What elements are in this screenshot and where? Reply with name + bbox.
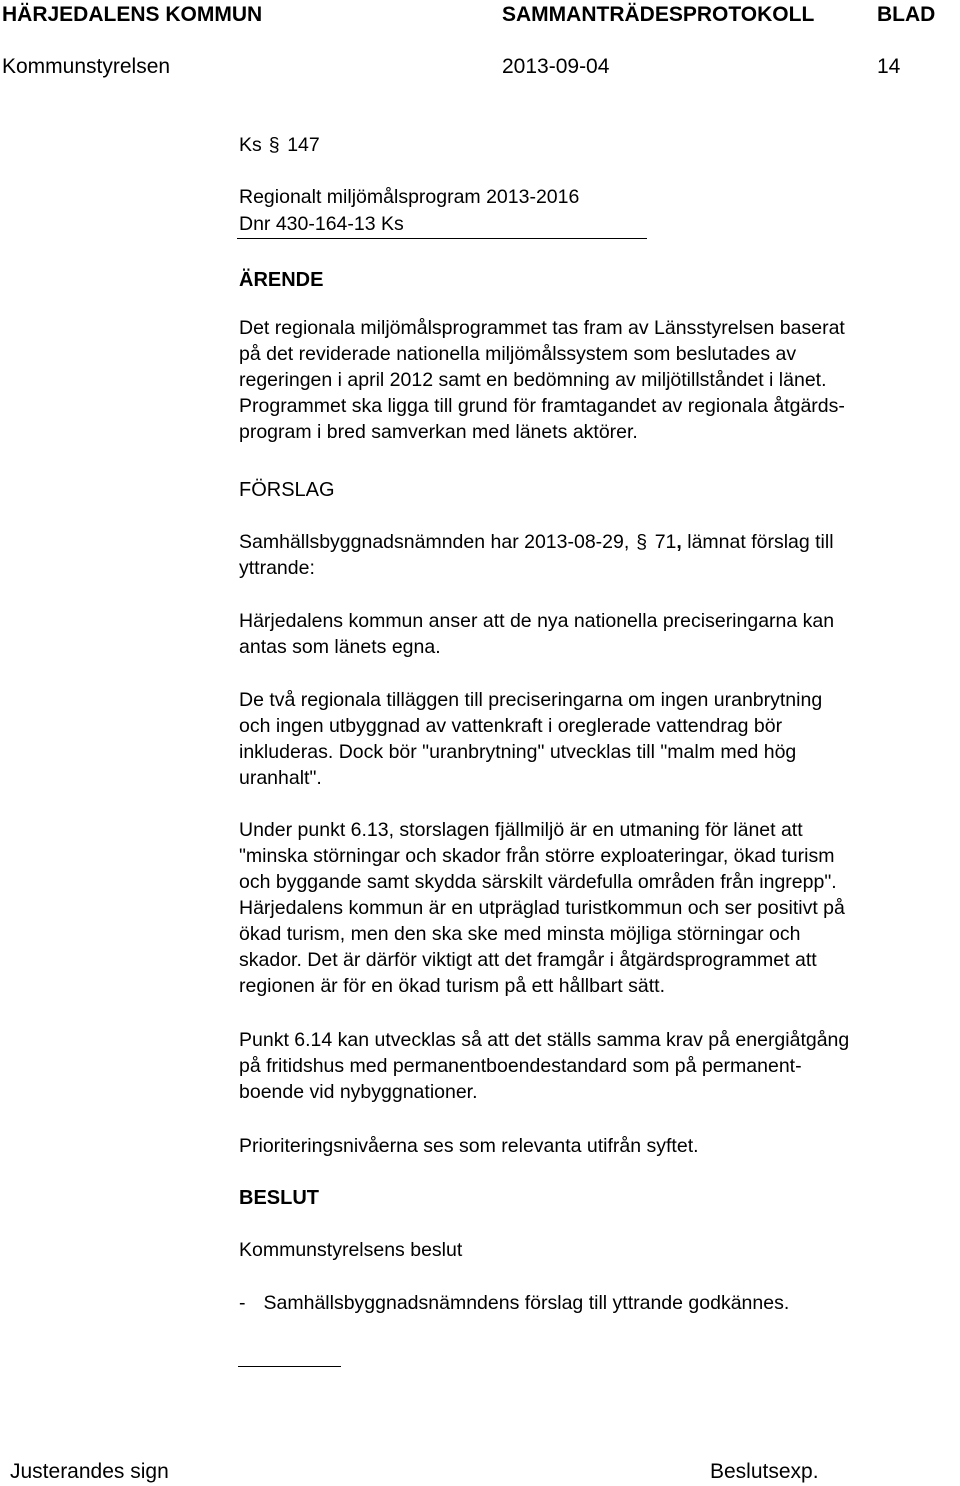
arende-line: på det reviderade nationella miljömålssystem som beslutades av xyxy=(239,343,797,365)
document-type: SAMMANTRÄDESPROTOKOLL xyxy=(502,3,815,26)
arende-line: Programmet ska ligga till grund för framtagandet av regionala åtgärds- xyxy=(239,395,845,417)
meeting-date: 2013-09-04 xyxy=(502,55,610,78)
beslut-subheading: Kommunstyrelsens beslut xyxy=(239,1239,463,1261)
paragraph-line: Härjedalens kommun anser att de nya nationella preciseringarna kan xyxy=(239,610,835,632)
paragraph-line: Punkt 6.14 kan utvecklas så att det ställs samma krav på energiåtgång xyxy=(239,1029,850,1051)
paragraph-line: ökad turism, men den ska ske med minsta möjliga störningar och xyxy=(239,923,801,945)
intro-comma: , xyxy=(676,531,682,553)
paragraph-line: boende vid nybyggnationer. xyxy=(239,1081,478,1103)
paragraph-line: "minska störningar och skador från större exploateringar, ökad turism xyxy=(239,845,835,867)
committee-name: Kommunstyrelsen xyxy=(2,55,171,78)
paragraph-reference xyxy=(239,132,320,158)
forslag-paragraph-5 xyxy=(239,1133,699,1159)
footer-signature-label: Justerandes sign xyxy=(10,1460,169,1483)
case-number: Dnr 430-164-13 Ks xyxy=(239,213,404,235)
beslut-heading: BESLUT xyxy=(239,1187,319,1209)
forslag-intro-part1: Samhällsbyggnadsnämnden har 2013-08-29, xyxy=(239,531,630,553)
title-underline xyxy=(237,238,647,239)
paragraph-prefix: Ks xyxy=(239,134,262,156)
forslag-paragraph-2 xyxy=(239,687,822,791)
item-title: Regionalt miljömålsprogram 2013-2016 xyxy=(239,186,580,208)
paragraph-line: regionen är för en ökad turism på ett hållbart sätt. xyxy=(239,975,665,997)
paragraph-line: skador. Det är därför viktigt att det framgår i åtgärdsprogrammet att xyxy=(239,949,817,971)
forslag-paragraph-4 xyxy=(239,1027,849,1105)
paragraph-line: De två regionala tilläggen till preciseringarna om ingen uranbrytning xyxy=(239,689,823,711)
forslag-paragraph-3 xyxy=(239,817,845,999)
forslag-intro xyxy=(239,529,834,581)
paragraph-line: och byggande samt skydda särskilt värdefulla områden från ingrepp". xyxy=(239,871,837,893)
paragraph-line: antas som länets egna. xyxy=(239,636,441,658)
paragraph-line: på fritidshus med permanentboendestandard som på permanent- xyxy=(239,1055,802,1077)
paragraph-line: Härjedalens kommun är en utpräglad turistkommun och ser positivt på xyxy=(239,897,845,919)
footer-extract-label: Beslutsexp. xyxy=(710,1460,819,1483)
decision-text: Samhällsbyggnadsnämndens förslag till yttrande godkännes. xyxy=(263,1292,790,1314)
paragraph-number: 147 xyxy=(287,134,320,156)
paragraph-line: uranhalt". xyxy=(239,767,322,789)
arende-line: Det regionala miljömålsprogrammet tas fram av Länsstyrelsen baserat xyxy=(239,317,845,339)
forslag-heading: FÖRSLAG xyxy=(239,479,335,501)
paragraph-line: och ingen utbyggnad av vattenkraft i oreglerade vattendrag bör xyxy=(239,715,783,737)
paragraph-line: inkluderas. Dock bör "uranbrytning" utvecklas till "malm med hög xyxy=(239,741,797,763)
arende-heading: ÄRENDE xyxy=(239,269,324,291)
decision-dash: - xyxy=(239,1292,246,1314)
page-number: 14 xyxy=(877,55,901,78)
forslag-intro-line2: yttrande: xyxy=(239,557,315,579)
arende-text xyxy=(239,315,845,445)
paragraph-line: Under punkt 6.13, storslagen fjällmiljö är en utmaning för länet att xyxy=(239,819,803,841)
end-rule xyxy=(238,1366,341,1367)
paragraph-line: Prioriteringsnivåerna ses som relevanta utifrån syftet. xyxy=(239,1135,699,1157)
forslag-intro-part2: lämnat förslag till xyxy=(687,531,834,553)
arende-line: program i bred samverkan med länets aktörer. xyxy=(239,421,638,443)
arende-line: regeringen i april 2012 samt en bedömning av miljötillståndet i länet. xyxy=(239,369,827,391)
decision-item xyxy=(239,1290,789,1316)
intro-paragraph-number: 71 xyxy=(654,531,677,553)
forslag-paragraph-1 xyxy=(239,608,834,660)
forslag-intro-line xyxy=(239,529,834,555)
section-sign-icon: § xyxy=(636,531,648,553)
section-sign-icon: § xyxy=(268,134,280,156)
organization-name: HÄRJEDALENS KOMMUN xyxy=(2,3,263,26)
page-label: BLAD xyxy=(877,3,936,26)
